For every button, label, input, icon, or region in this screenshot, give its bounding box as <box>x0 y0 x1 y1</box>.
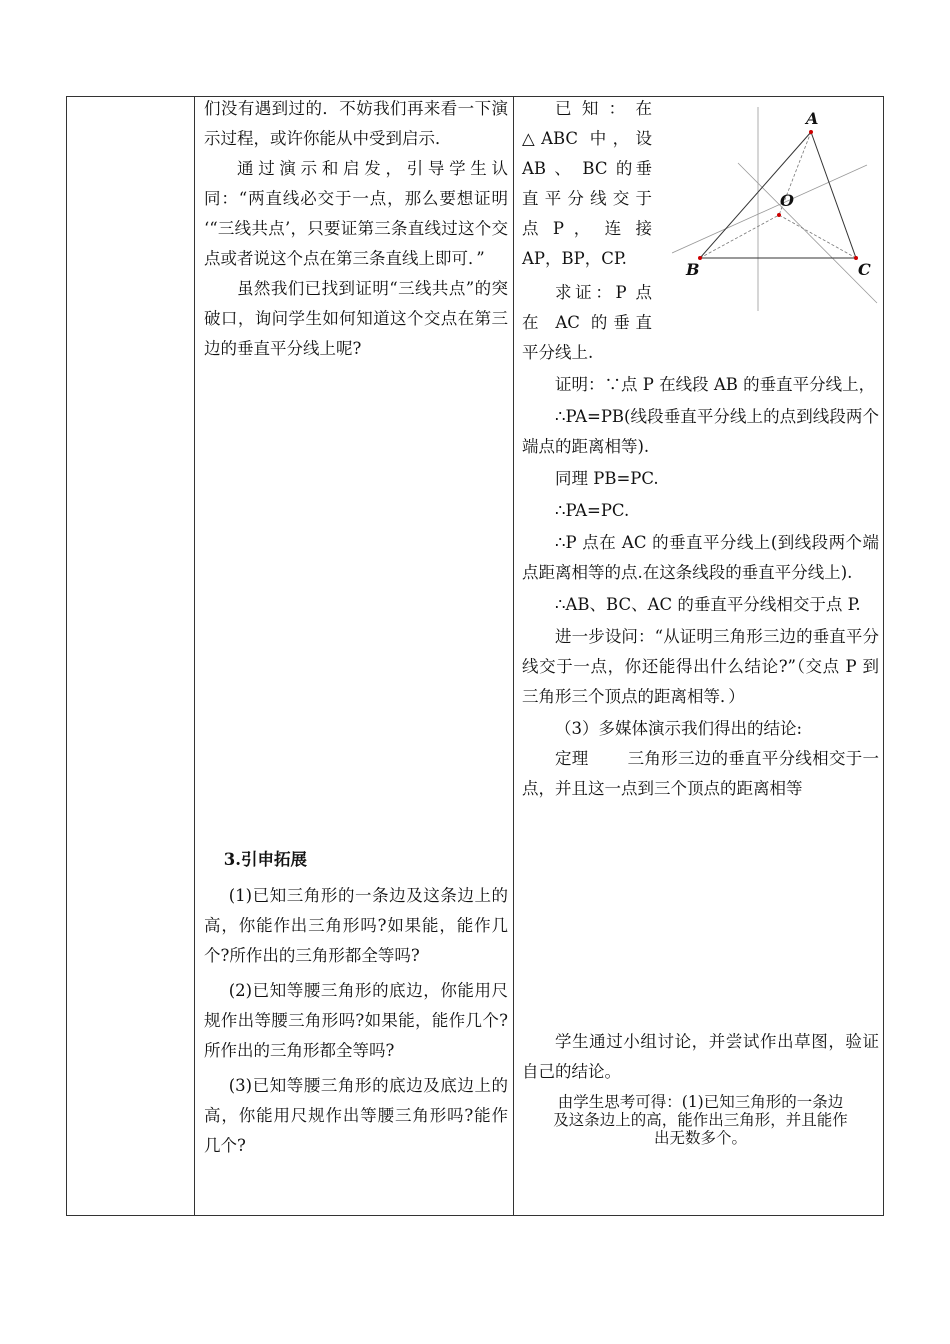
paragraph-demo-hint: 们没有遇到过的．不妨我们再来看一下演示过程，或许你能从中受到启示． <box>204 99 508 148</box>
given-line: 点 P ， 连 接 <box>522 219 652 238</box>
theorem: 定理 三角形三边的垂直平分线相交于一点，并且这一点到三个顶点的距离相等 <box>522 749 879 798</box>
student-discussion: 学生通过小组讨论，并尝试作出草图，验证自己的结论。 <box>522 1032 879 1081</box>
label-c: C <box>858 260 871 279</box>
teacher-activity-column <box>195 97 514 1215</box>
student-thinking-line: 由学生思考可得：(1)已知三角形的一条边 <box>557 1093 844 1111</box>
given-line: 直平分线交于 <box>522 189 652 208</box>
proof-step: ∴P 点在 AC 的垂直平分线上(到线段两个端点距离相等的点.在这条线段的垂直平分线上). <box>522 533 879 582</box>
student-thinking-line: 出无数多个。 <box>653 1129 747 1147</box>
proof-step: ∴AB、BC、AC 的垂直平分线相交于点 P. <box>555 595 861 614</box>
multimedia-demo: （3）多媒体演示我们得出的结论: <box>555 719 803 738</box>
section-title: 3.引申拓展 <box>223 850 308 869</box>
given-line: 已 知 ： 在 <box>555 99 652 118</box>
label-a: A <box>806 109 819 128</box>
question-3: (3)已知等腰三角形的底边及底边上的高，你能用尺规作出等腰三角形吗?能作几个? <box>204 1076 508 1155</box>
given-line: AP，BP，CP. <box>522 249 627 268</box>
prove-line: 求证：P 点 <box>555 283 652 302</box>
paragraph-question: 虽然我们已找到证明“三线共点”的突破口，询问学生如何知道这个交点在第三边的垂直平分线上呢? <box>204 279 508 358</box>
paragraph-guide: 通过演示和启发，引导学生认同：“两直线必交于一点，那么要想证明 ‘“三线共点’，只要证第三条直线过这个交点或者说这个点在第三条直线上即可．” <box>204 159 508 268</box>
label-o: O <box>780 191 794 210</box>
prove-line: 在 AC 的垂直 <box>522 313 652 332</box>
question-1: (1)已知三角形的一条边及这条边上的高，你能作出三角形吗?如果能，能作几个?所作出的三角形都全等吗? <box>204 886 508 965</box>
given-line: △ABC 中，设 <box>522 129 652 148</box>
label-b: B <box>686 260 700 279</box>
question-2: (2)已知等腰三角形的底边，你能用尺规作出等腰三角形吗?如果能，能作几个?所作出的三角形都全等吗? <box>204 981 508 1060</box>
student-activity-column <box>514 97 885 1215</box>
proof-step: ∴PA=PC. <box>555 501 630 520</box>
further-question: 进一步设问：“从证明三角形三边的垂直平分线交于一点，你还能得出什么结论?”（交点 P 到三角形三个顶点的距离相等．） <box>522 627 879 706</box>
triangle-figure <box>672 103 884 311</box>
given-line: AB 、 BC 的垂 <box>522 159 652 178</box>
proof-step: ∴PA=PB(线段垂直平分线上的点到线段两个端点的距离相等). <box>522 407 879 456</box>
proof-step: 证明：∵点 P 在线段 AB 的垂直平分线上， <box>555 375 876 394</box>
student-thinking-line: 及这条边上的高，能作出三角形，并且能作 <box>553 1111 848 1129</box>
lesson-table <box>66 96 884 1216</box>
proof-step: 同理 PB=PC. <box>555 469 659 488</box>
prove-line: 平分线上. <box>522 343 594 362</box>
